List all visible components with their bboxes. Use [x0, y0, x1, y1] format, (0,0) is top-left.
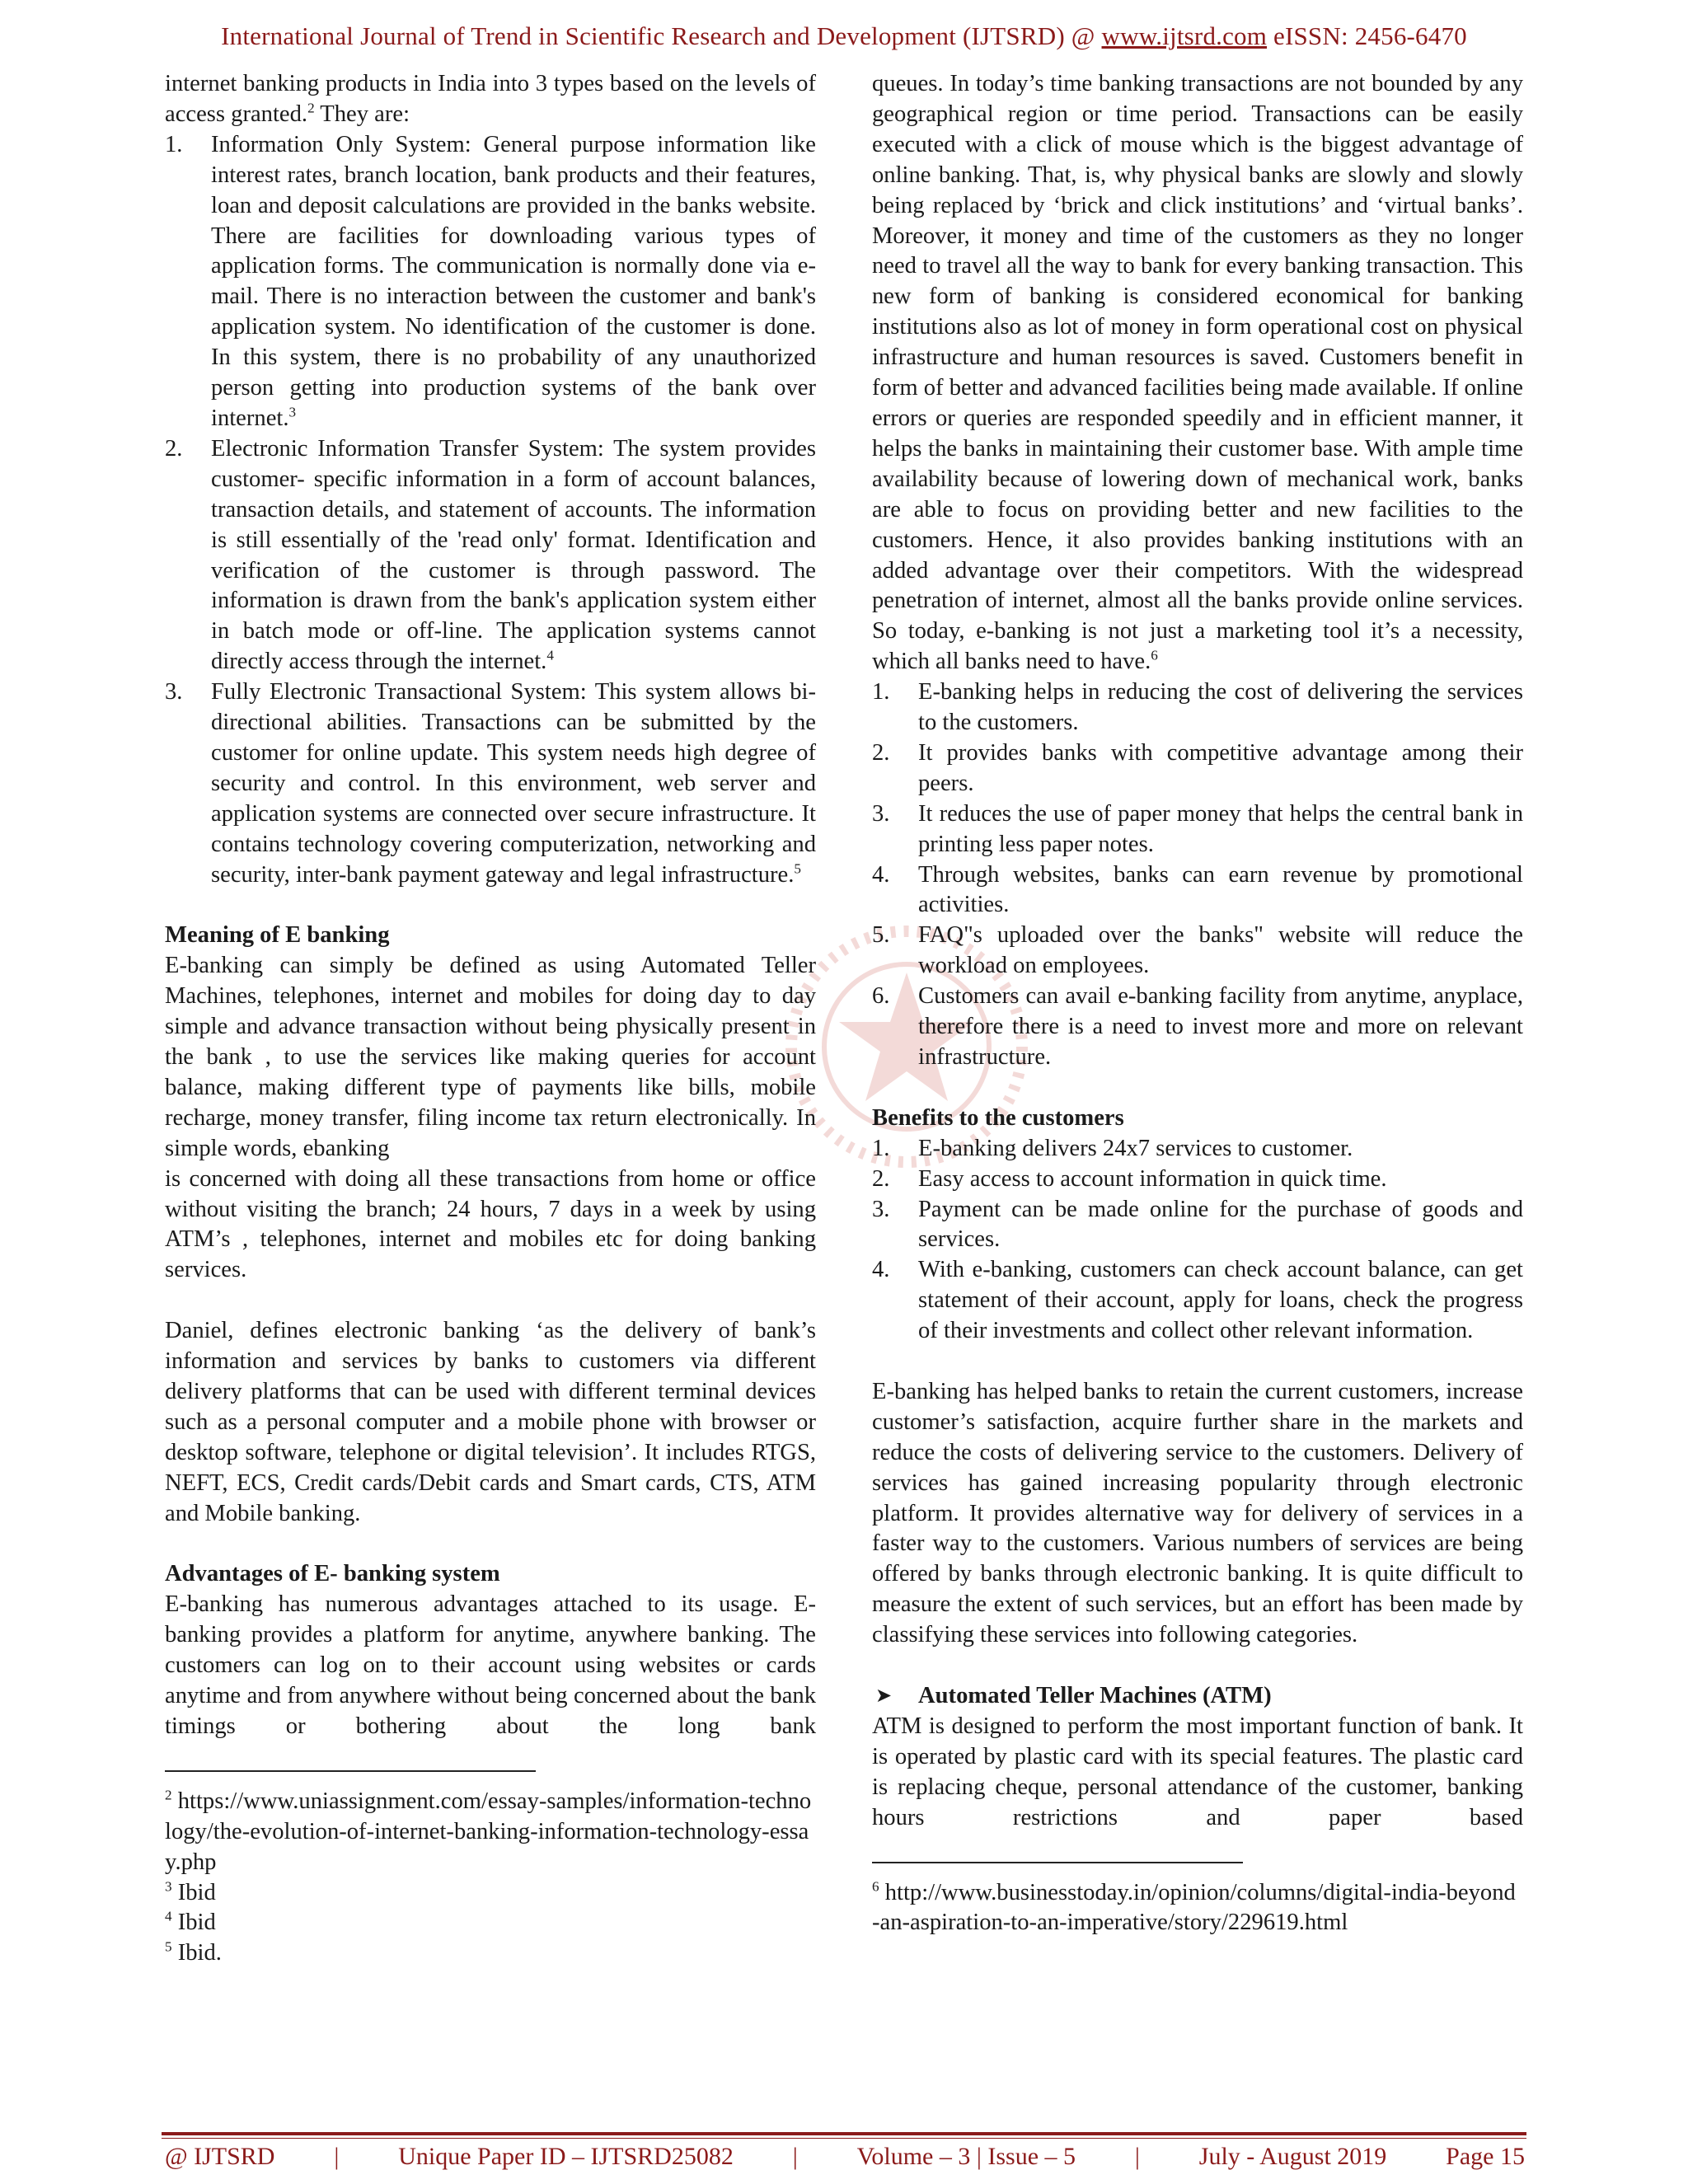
footer-rule-thick — [162, 2132, 1526, 2135]
advantages-paragraph: E-banking has numerous advantages attached to its usage. E-banking provides a platform for anytime, anywhere banking. The customers can log on to their account using websites or cards anytime and from anywhere without being concerned about the bank timings or bothering about the long bank — [165, 1591, 816, 1739]
footer-separator: | — [1134, 2143, 1140, 2170]
meaning-paragraph-1: E-banking can simply be defined as using Automated Teller Machines, telephones, internet and mobiles for doing day to day simple and advance transaction without being physically present in the bank , to use the services like making queries for account balance, making different type of payments like bills, mobile recharge, money transfer, filing income tax return electronically. In simple words, ebanking — [165, 953, 816, 1161]
footnote-ref-3[interactable]: 3 — [288, 404, 297, 420]
list-item: 2. It provides banks with competitive advantage among their peers. — [872, 739, 1523, 796]
footer-date: July - August 2019 — [1198, 2143, 1387, 2170]
arrow-bullet-icon: ➤ — [875, 1685, 893, 1707]
list-item: 1. E-banking helps in reducing the cost of delivering the services to the customers. — [872, 679, 1523, 736]
footnote-separator — [872, 1862, 1243, 1863]
continuation-paragraph: queues. In today’s time banking transactions are not bounded by any geographical region or time period. Transactions can be easily executed with a click of mouse which is the biggest advantage of online banking. That, is, why physical banks are slowly and slowly being replaced by ‘brick and click institutions’ and ‘virtual banks’. Moreover, it money and time of the customers as they no longer need to travel all the way to bank for every banking transaction. This new form of banking is considered economical for banking institutions also as lot of money in form operational cost on physical infrastructure and human resources is saved. Customers benefit in form of better and advanced facilities being made available. If online errors or queries are responded speedily and in efficient manner, it helps the banks in maintaining their customer base. With ample time availability because of lowering down of mechanical work, banks are able to focus on providing better and new facilities to the customers. Hence, it also provides banking institutions with an added advantage over their competitors. With the widespread penetration of internet, almost all the banks provide online services. So today, e-banking is not just a marketing tool it’s a necessity, which all banks need to have.$^6$ — [872, 71, 1523, 675]
list-item: 3. Fully Electronic Transactional System: This system allows bi-directional abilities. Transactions can be submitted by the customer for online update. This system needs high degree of security and control. In this environment, web server and application systems are connected over secure infrastructure. It contains technology covering computerization, networking and security, inter-bank payment gateway and legal infrastructure.$^5$ — [165, 679, 816, 888]
footnote-ref-2[interactable]: 2 — [307, 100, 315, 116]
footer-volume-issue: Volume – 3 | Issue – 5 — [856, 2143, 1076, 2170]
footnote-ref-6[interactable]: 6 — [1151, 647, 1158, 663]
internet-banking-types-list — [165, 130, 816, 891]
list-item: 3. Payment can be made online for the purchase of goods and services. — [872, 1196, 1523, 1253]
list-item: 4. With e-banking, customers can check account balance, can get statement of their account, apply for loans, check the progress of their investments and collect other relevant information. — [872, 1257, 1523, 1344]
list-item: 5. FAQ"s uploaded over the banks" website will reduce the workload on employees. — [872, 922, 1523, 979]
footer-separator: | — [334, 2143, 340, 2170]
benefits-heading: Benefits to the customers — [872, 1104, 1124, 1131]
advantages-list — [872, 677, 1523, 1073]
list-item: 3. It reduces the use of paper money that helps the central bank in printing less paper notes. — [872, 800, 1523, 857]
footnote-5: $^5$ Ibid. — [165, 1938, 222, 1966]
footnote-3: $^3$ Ibid — [165, 1877, 216, 1905]
footnote-6: $^6$ http://www.businesstoday.in/opinion/columns/digital-india-beyond-an-aspiration-to-an-imperative/story/229619.html — [872, 1877, 1516, 1936]
atm-heading: ➤ Automated Teller Machines (ATM) — [872, 1681, 1523, 1712]
meaning-paragraph-2: is concerned with doing all these transactions from home or office without visiting the branch; 24 hours, 7 days in a week by using ATM’s , telephones, internet and mobiles etc for doing banking services. — [165, 1165, 816, 1283]
helped-banks-paragraph: E-banking has helped banks to retain the current customers, increase customer’s satisfaction, acquire further share in the markets and reduce the costs of delivering service to the customers. Delivery of services has gained increasing popularity through electronic platform. It provides alternative way for delivery of services in a faster way to the customers. Various numbers of services are being offered by banks through electronic banking. It is quite difficult to measure the extent of such services, but an effort has been made by classifying these services into following categories. — [872, 1378, 1523, 1648]
journal-title: International Journal of Trend in Scientific Research and Development (IJTSRD) @ — [221, 21, 1102, 50]
footer-separator: | — [792, 2143, 798, 2170]
atm-paragraph: ATM is designed to perform the most important function of bank. It is operated by plastic card with its special features. The plastic card is replacing cheque, personal attendance of the customer, banking hours restrictions and paper based — [872, 1713, 1523, 1830]
footnote-2: $^2$ https://www.uniassignment.com/essay-samples/information-technology/the-evolution-of-internet-banking-information-technology-essay.php — [165, 1787, 812, 1875]
advantages-heading: Advantages of E- banking system — [165, 1561, 500, 1587]
footer-page-number: Page 15 — [1446, 2143, 1525, 2170]
right-column — [872, 69, 1523, 1938]
footer-copyright: @ IJTSRD — [165, 2143, 275, 2170]
left-column — [165, 69, 816, 1969]
footnote-url[interactable]: https://www.uniassignment.com/essay-samples/information-technology/the-evolution-of-internet-banking-information-technology-essay.php — [165, 1788, 812, 1875]
list-item: 6. Customers can avail e-banking facility from anytime, anyplace, therefore there is a need to invest more and more on relevant infrastructure. — [872, 983, 1523, 1070]
daniel-definition-paragraph: Daniel, defines electronic banking ‘as the delivery of bank’s information and services by banks to customers via different delivery platforms that can be used with different terminal devices such as a personal computer and a mobile phone with browser or desktop software, telephone or digital television’. It includes RTGS, NEFT, ECS, Credit cards/Debit cards and Smart cards, CTS, ATM and Mobile banking. — [165, 1318, 816, 1526]
list-item: 4. Through websites, banks can earn revenue by promotional activities. — [872, 861, 1523, 918]
intro-paragraph: internet banking products in India into 3 types based on the levels of access granted.$^2$ They are: — [165, 71, 816, 127]
journal-url-link[interactable]: www.ijtsrd.com — [1101, 21, 1268, 50]
footnote-ref-5[interactable]: 5 — [794, 860, 801, 877]
list-item: 2. Easy access to account information in quick time. — [872, 1165, 1387, 1192]
footer-paper-id: Unique Paper ID – IJTSRD25082 — [398, 2143, 734, 2170]
footnote-ref-4[interactable]: 4 — [546, 647, 554, 663]
page-footer — [165, 2143, 1525, 2171]
list-item: 2. Electronic Information Transfer System: The system provides customer- specific information in a form of account balances, transaction details, and statement of accounts. The information is still essentially of the 'read only' format. Identification and verification of the customer is through password. The information is drawn from the bank's application system either in batch mode or off-line. The application systems cannot directly access through the internet.$^4$ — [165, 435, 816, 675]
footnote-url[interactable]: http://www.businesstoday.in/opinion/columns/digital-india-beyond-an-aspiration-to-an-imperative/story/229619.html — [872, 1879, 1516, 1936]
footnote-4: $^4$ Ibid — [165, 1908, 216, 1936]
list-item: 1. Information Only System: General purpose information like interest rates, branch location, bank products and their features, loan and deposit calculations are provided in the banks website. There are facilities for downloading various types of application forms. The communication is normally done via e-mail. There is no interaction between the customer and bank's application system. No identification of the customer is done. In this system, there is no probability of any unauthorized person getting into production systems of the bank over internet.$^3$ — [165, 131, 816, 431]
footnote-separator — [165, 1770, 536, 1772]
list-item: 1. E-banking delivers 24x7 services to customer. — [872, 1135, 1353, 1161]
journal-issn: eISSN: 2456-6470 — [1267, 21, 1467, 50]
meaning-heading: Meaning of E banking — [165, 922, 390, 949]
journal-header — [0, 21, 1688, 51]
benefits-list — [872, 1134, 1523, 1347]
footer-rule-thin — [162, 2138, 1526, 2139]
